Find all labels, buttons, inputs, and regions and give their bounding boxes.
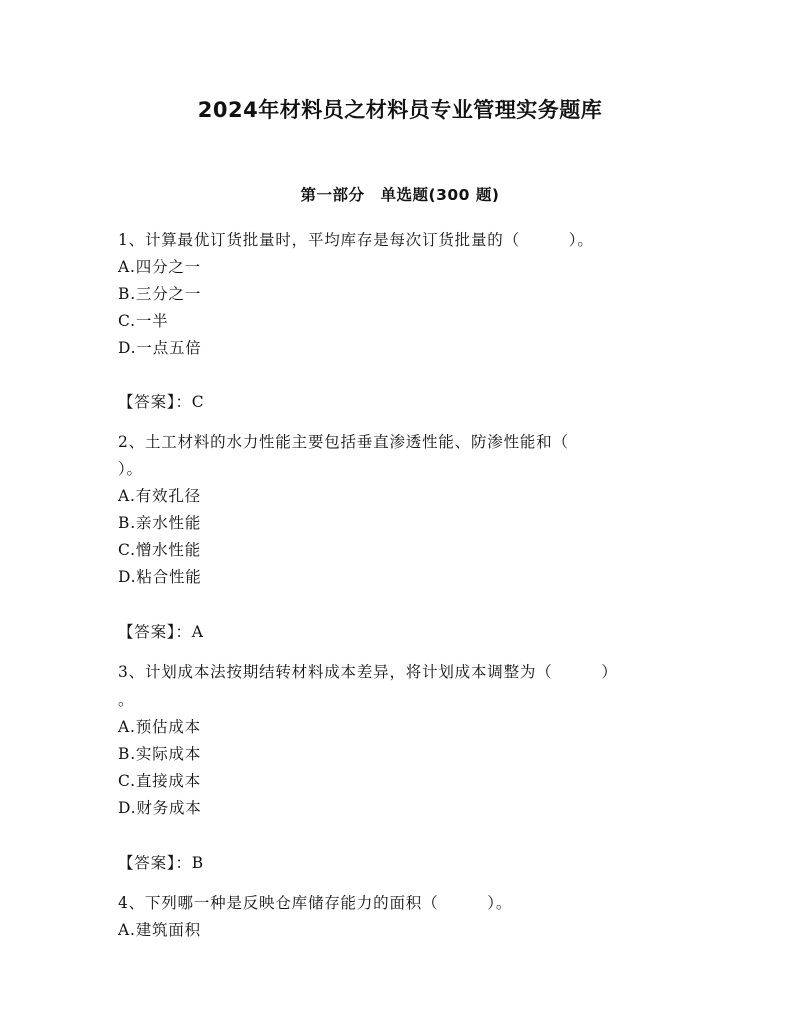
question-2-answer: 【答案】：A bbox=[118, 623, 204, 641]
question-3-option-d: D.财务成本 bbox=[118, 799, 202, 817]
question-2-option-a: A.有效孔径 bbox=[118, 487, 201, 505]
question-4-stem: 4、下列哪一种是反映仓库储存能力的面积（ ）。 bbox=[118, 894, 513, 912]
question-3-stem-line-2: 。 bbox=[118, 691, 135, 709]
section-heading: 第一部分 单选题(300 题) bbox=[300, 186, 500, 204]
document-title: 2024年材料员之材料员专业管理实务题库 bbox=[197, 98, 603, 122]
question-2-stem-line-1: 2、土工材料的水力性能主要包括垂直渗透性能、防渗性能和（ bbox=[118, 433, 569, 451]
question-3-stem-line-1: 3、计划成本法按期结转材料成本差异，将计划成本调整为（ ） bbox=[118, 663, 618, 681]
question-1-option-c: C.一半 bbox=[118, 312, 169, 330]
question-3-option-b: B.实际成本 bbox=[118, 745, 202, 763]
question-2-option-b: B.亲水性能 bbox=[118, 514, 202, 532]
question-2-option-d: D.粘合性能 bbox=[118, 568, 202, 586]
question-4-option-a: A.建筑面积 bbox=[118, 921, 201, 939]
question-2-stem-line-2: ）。 bbox=[118, 460, 143, 478]
question-1-option-d: D.一点五倍 bbox=[118, 339, 202, 357]
question-3-option-c: C.直接成本 bbox=[118, 772, 202, 790]
question-1-option-b: B.三分之一 bbox=[118, 285, 202, 303]
question-3-option-a: A.预估成本 bbox=[118, 718, 201, 736]
question-3-answer: 【答案】：B bbox=[118, 854, 204, 872]
question-1-option-a: A.四分之一 bbox=[118, 258, 201, 276]
question-1-answer: 【答案】：C bbox=[118, 393, 205, 411]
question-2-option-c: C.憎水性能 bbox=[118, 541, 202, 559]
question-1-stem: 1、计算最优订货批量时，平均库存是每次订货批量的（ ）。 bbox=[118, 231, 594, 249]
